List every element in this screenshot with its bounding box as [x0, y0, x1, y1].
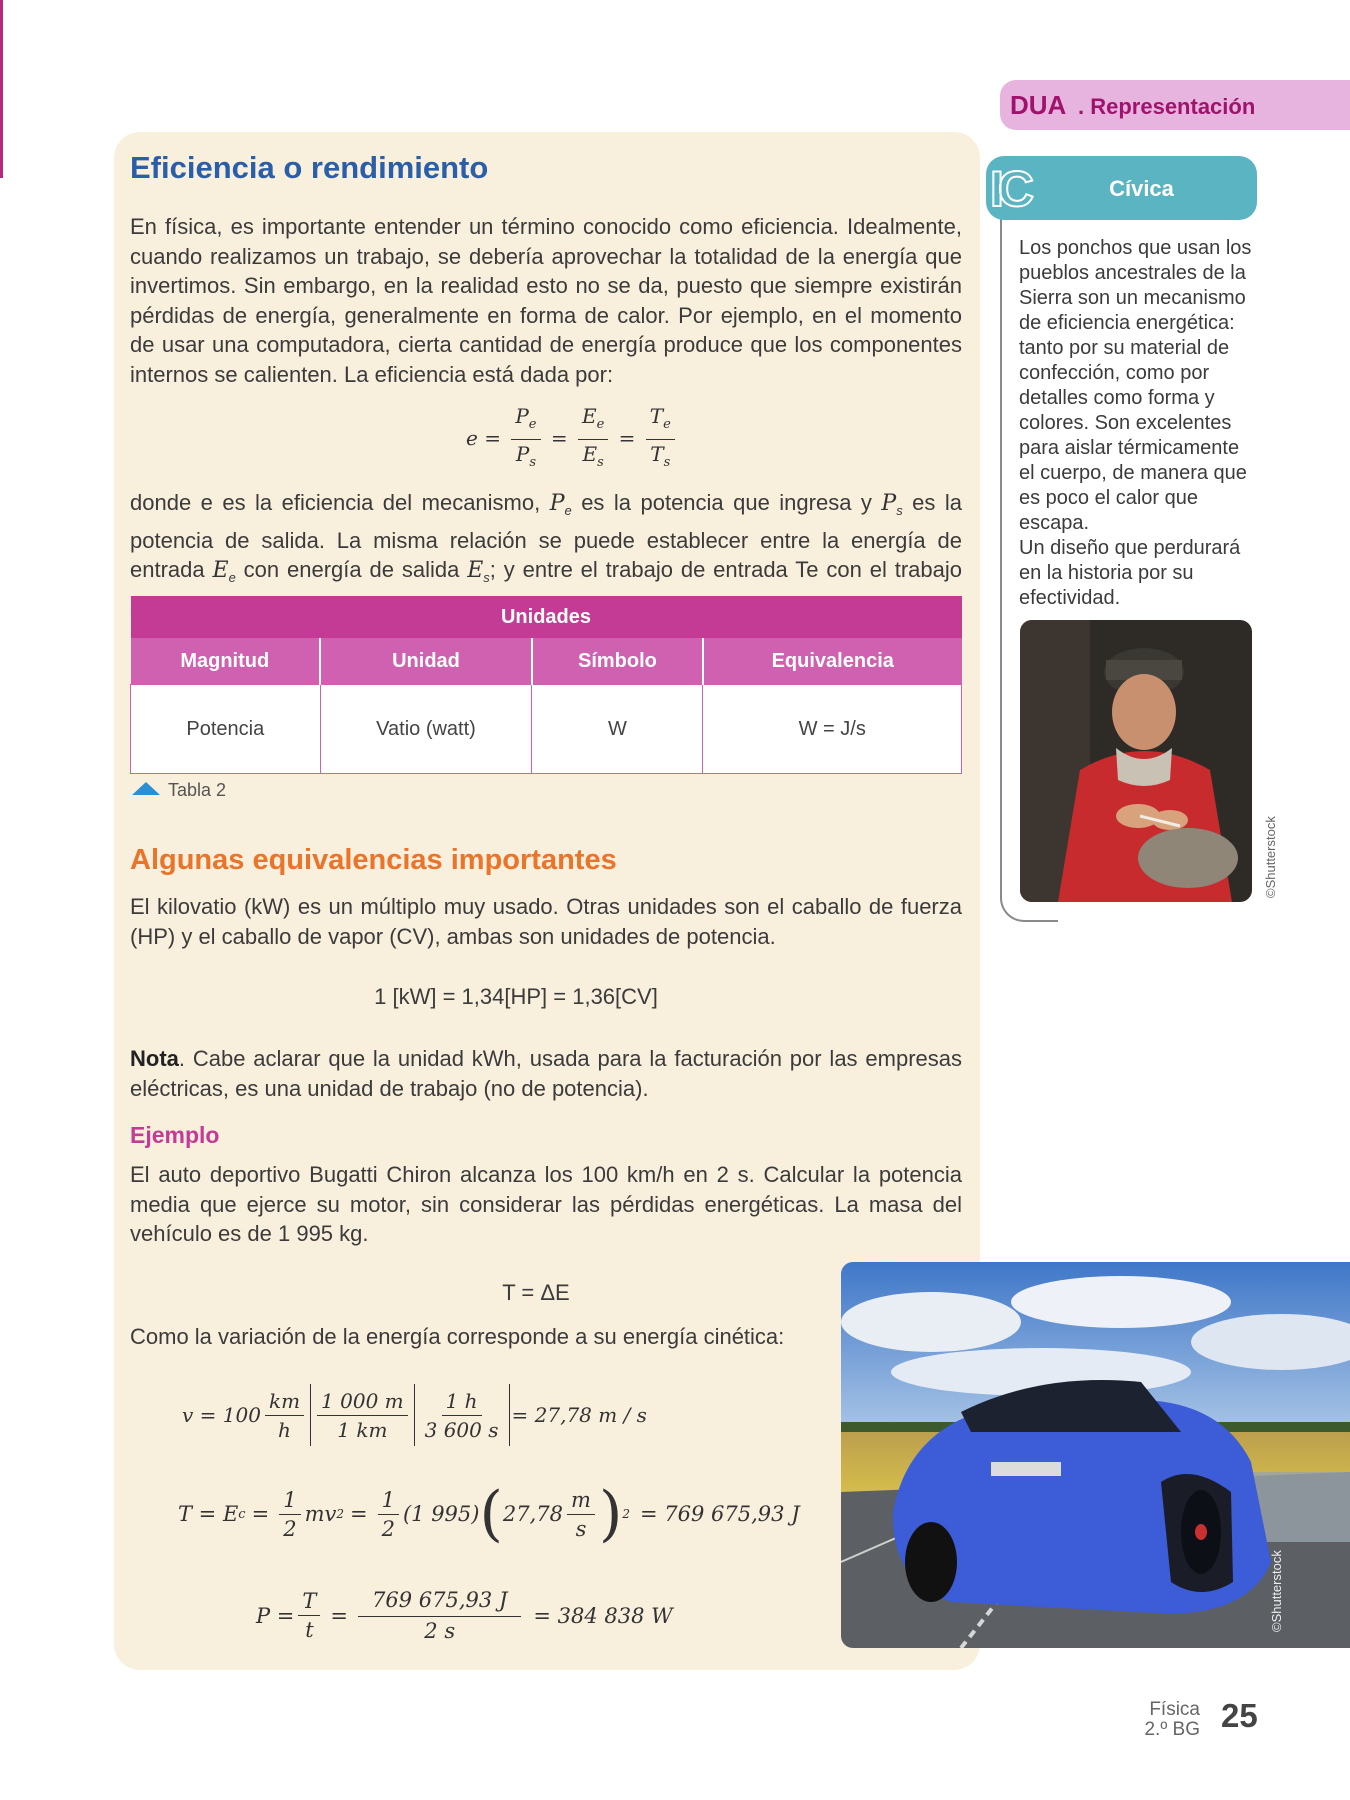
v-f2-den: 1 km: [337, 1417, 388, 1442]
kinetic-paragraph: Como la variación de la energía corresponde a su energía cinética:: [130, 1324, 785, 1349]
civica-text: Los ponchos que usan los pueblos ancestrales de la Sierra son un mecanismo de eficiencia energética: tanto por su material de confección, como por detalles como forma y colores. Son excelentes para aislar térmicamente el cuerpo, de manera que es poco el calor que escapa. Un diseño que perdurará en la historia por su efectividad.: [1019, 237, 1252, 609]
civica-ic-logo: IC: [990, 161, 1028, 217]
t-lhs: T = E: [178, 1502, 239, 1526]
expl-ps-sub: s: [896, 503, 903, 518]
table-header: Unidad: [320, 638, 532, 685]
expl-pe: P: [549, 491, 565, 516]
p-t-den: t: [305, 1618, 314, 1642]
footer-subject-name: Física: [1149, 1699, 1200, 1720]
power-equation: [256, 1588, 673, 1643]
p-eq-sign: =: [330, 1603, 349, 1628]
v-f3-num: 1 h: [442, 1389, 482, 1416]
intro-paragraph: En física, es importante entender un término conocido como eficiencia. Idealmente, cuando realizamos un trabajo, se debería aprovechar la totalidad de la energía que invertimos. Sin embargo, en la realidad esto no se da, puesto que siempre existirán pérdidas de energía, generalmente en forma de calor. Por ejemplo, en el momento de usar una computadora, cierta cantidad de energía produce que los componentes internos se calienten. La eficiencia está dada por:: [130, 214, 962, 387]
expl-part1: donde e es la eficiencia del mecanismo,: [130, 490, 550, 515]
triangle-up-icon: [132, 782, 160, 795]
table-header: Equivalencia: [703, 638, 962, 685]
table-cell: Potencia: [131, 685, 321, 774]
p-num-sub: e: [528, 417, 537, 432]
table-cell: Vatio (watt): [320, 685, 532, 774]
p-num: P: [515, 404, 529, 428]
elder-illustration: [1020, 620, 1252, 902]
ms-den: s: [575, 1516, 587, 1541]
fraction-energy: [578, 404, 608, 475]
equivalencias-paragraph: El kilovatio (kW) es un múltiplo muy usado. Otras unidades son el caballo de fuerza (HP) y el caballo de vapor (CV), ambas son unidades de potencia.: [130, 894, 962, 949]
left-edge-accent: [0, 0, 3, 178]
example-title: Ejemplo: [130, 1122, 220, 1148]
expl-es: E: [467, 558, 484, 583]
expl-pe-sub: e: [564, 503, 572, 518]
expl-ee-sub: e: [228, 570, 236, 585]
v-fraction-2: [317, 1389, 408, 1442]
work-over-time: [358, 1588, 521, 1643]
t-den: T: [650, 442, 664, 466]
half-fraction: [279, 1488, 300, 1541]
efficiency-formula: e = $\frac{P_e}{P_s}$ = $\frac{E_e}{E_s}$ = $\frac{T_e}{T_s}$: [466, 404, 679, 475]
ms-fraction: [567, 1488, 595, 1541]
footer-grade: 2.º BG: [1144, 1719, 1200, 1740]
v-fraction-1: [265, 1389, 304, 1442]
table-cell: W: [532, 685, 703, 774]
e-num-sub: e: [596, 417, 605, 432]
t-eq-sign: =: [251, 1502, 270, 1526]
half-den: 2: [283, 1516, 297, 1541]
half-num-2: 1: [378, 1488, 399, 1515]
velocity-equation: [182, 1384, 647, 1446]
table-row: [131, 685, 962, 774]
kinetic-energy-equation: [178, 1479, 800, 1549]
expl-part4: con energía de salida: [235, 557, 468, 582]
v-f1-den: h: [278, 1417, 291, 1442]
t-over-t: [298, 1589, 320, 1642]
mv-term: mv: [304, 1502, 337, 1526]
p-result: = 384 838 W: [533, 1603, 673, 1628]
velocity-term: 27,78: [502, 1502, 564, 1526]
expl-part2: es la potencia que ingresa y: [571, 490, 882, 515]
p-num: 769 675,93 J: [358, 1588, 521, 1617]
p-t-num: T: [298, 1589, 320, 1616]
table-caption: [132, 780, 226, 801]
note-text: . Cabe aclarar que la unidad kWh, usada para la facturación por las empresas eléctricas, es una unidad de trabajo (no de potencia).: [130, 1046, 962, 1101]
v-f3-den: 3 600 s: [424, 1417, 499, 1442]
table-cell: W = J/s: [703, 685, 962, 774]
photo-credit-2: ©Shutterstock: [1269, 1550, 1284, 1632]
v-lhs: v = 100: [182, 1403, 261, 1427]
expl-part5: ; y entre el trabajo de entrada Te con el trabajo: [489, 557, 962, 582]
photo-credit-1: ©Shutterstock: [1263, 816, 1278, 898]
units-table: [130, 596, 962, 774]
photo-elder-poncho: [1020, 620, 1252, 902]
ms-num: m: [567, 1488, 595, 1515]
note-label: Nota: [130, 1046, 179, 1071]
paren-open: (: [479, 1479, 503, 1549]
paren-exponent: 2: [622, 1507, 631, 1521]
table-header: Símbolo: [532, 638, 703, 685]
v-f2-num: 1 000 m: [317, 1389, 408, 1416]
footer-subject: [1144, 1700, 1200, 1740]
p-lhs: P =: [256, 1603, 295, 1628]
e-den-sub: s: [597, 455, 604, 470]
v-divider: [310, 1384, 311, 1446]
civica-header: [986, 156, 1257, 220]
half-den-2: 2: [381, 1516, 395, 1541]
section-title-eficiencia: Eficiencia o rendimiento: [130, 150, 489, 185]
expl-es-sub: s: [483, 570, 490, 585]
expl-ee: E: [212, 558, 229, 583]
t-den-sub: s: [663, 455, 671, 470]
t-eq-sign-2: =: [349, 1502, 368, 1526]
work-energy-equation: T = ΔE: [502, 1280, 570, 1305]
table-caption-text: Tabla 2: [168, 780, 227, 800]
e-den: E: [582, 442, 598, 466]
example-paragraph: El auto deportivo Bugatti Chiron alcanza los 100 km/h en 2 s. Calcular la potencia media que ejerce su motor, sin considerar las pérdidas energéticas. La masa del vehículo es de 1 995 kg.: [130, 1162, 962, 1246]
civica-label: Cívica: [1109, 176, 1174, 201]
half-fraction-2: [378, 1488, 399, 1541]
p-den: 2 s: [424, 1619, 456, 1643]
table-header: Magnitud: [131, 638, 321, 685]
dua-subtitle: . Representación: [1078, 94, 1256, 119]
v-divider: [414, 1384, 415, 1446]
expl-part3: es la potencia de salida. La misma relación se puede establecer entre la energía de entrada: [130, 490, 962, 582]
section-title-equivalencias: Algunas equivalencias importantes: [130, 844, 617, 876]
dua-representacion-tab: [1000, 80, 1350, 130]
t-lhs-sub: c: [238, 1506, 246, 1522]
half-num: 1: [279, 1488, 300, 1515]
note-paragraph: [130, 1044, 962, 1103]
v-fraction-3: [421, 1389, 503, 1442]
mv-sup: 2: [336, 1507, 344, 1521]
page-number: 25: [1221, 1697, 1258, 1734]
formula-lhs: e: [466, 426, 478, 450]
mass-term: (1 995): [402, 1502, 480, 1526]
v-result: = 27,78 m / s: [511, 1403, 647, 1427]
expl-ps: P: [881, 491, 897, 516]
dua-label: DUA: [1010, 90, 1067, 120]
fraction-power: [511, 404, 540, 475]
t-result: = 769 675,93 J: [640, 1502, 800, 1526]
v-f1-num: km: [265, 1389, 304, 1416]
paren-close: ): [598, 1479, 623, 1549]
fraction-work: [646, 404, 675, 475]
equivalence-equation: 1 [kW] = 1,34[HP] = 1,36[CV]: [374, 984, 658, 1009]
p-den: P: [515, 442, 530, 466]
table-title: Unidades: [131, 596, 962, 638]
t-num-sub: e: [663, 417, 671, 432]
e-num: E: [581, 404, 597, 428]
p-den-sub: s: [529, 455, 536, 470]
v-divider: [509, 1384, 510, 1446]
t-num: T: [649, 404, 664, 428]
